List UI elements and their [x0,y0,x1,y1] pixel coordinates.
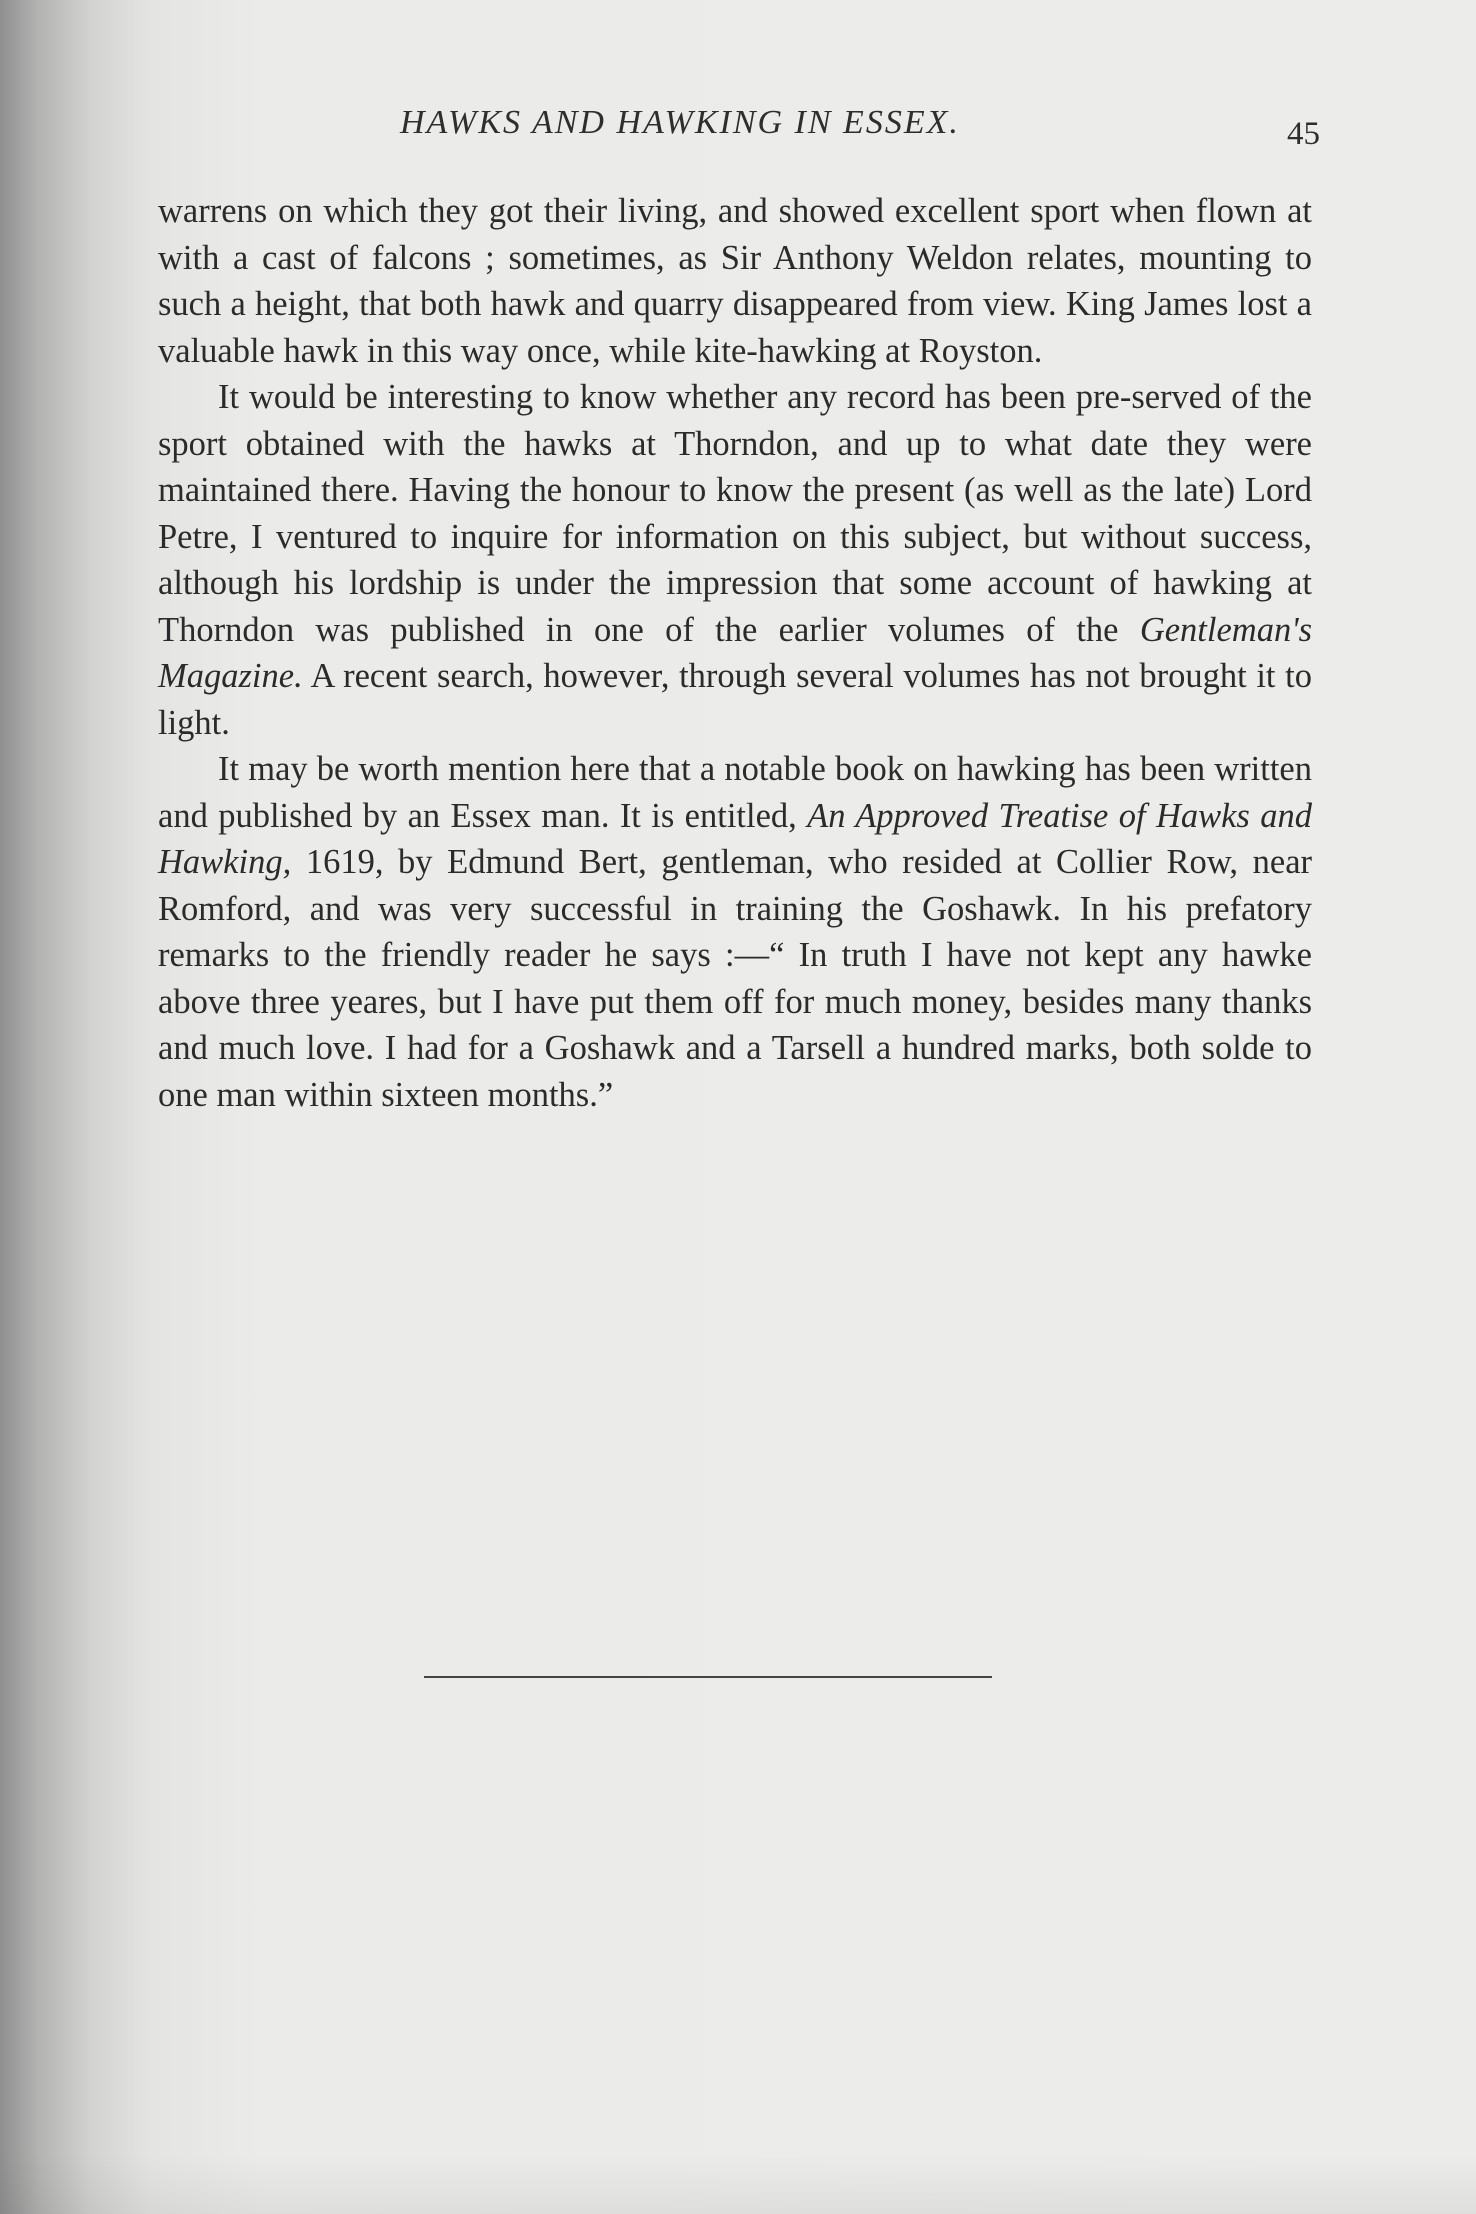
paragraph-1: warrens on which they got their living, and showed excellent sport when flown at with a cast of falcons ; sometimes, as Sir Anthony Weldon relates, mounting to such a height, that both hawk and quarry disappeared from view. King James lost a valuable hawk in this way once, while kite-hawking at Royston. [158,192,1312,370]
running-title: HAWKS AND HAWKING IN ESSEX. [400,104,960,141]
paragraph-2-italic-title: Gentleman's Magazine. [158,610,1312,695]
paragraph-2-text-a: It would be interesting to know whether any record has been pre-served of the sport obtained with the hawks at Thorndon, and up to what date they were maintained there. Having the honour to know the present (as well as the late) Lord Petre, I ventured to inquire for information on this subject, but without success, although his lordship is under the impression that some account of hawking at Thorndon was published in one of the earlier volumes of the [158,378,1312,649]
body-text [158,188,1312,1118]
running-head [160,104,1320,164]
page-shadow [0,2154,1476,2214]
paragraph-2 [158,374,1312,746]
end-rule [424,1676,992,1678]
page-number: 45 [1287,116,1320,152]
paragraph-3 [158,746,1312,1118]
paragraph-3-text-a: It may be worth mention here that a notable book on hawking has been written and published by an Essex man. It is entitled, [158,750,1312,835]
paragraph-3-italic-title: An Approved Treatise of Hawks and Hawking, [158,796,1312,881]
paragraph-2-text-b: A recent search, however, through several volumes has not brought it to light. [158,657,1312,742]
paragraph-3-text-b: 1619, by Edmund Bert, gentleman, who resided at Collier Row, near Romford, and was very successful in training the Goshawk. In his prefatory remarks to the friendly reader he says :—“ In truth I have not kept any hawke above three yeares, but I have put them off for much money, besides many thanks and much love. I had for a Goshawk and a Tarsell a hundred marks, both solde to one man within sixteen months.” [158,843,1312,1114]
